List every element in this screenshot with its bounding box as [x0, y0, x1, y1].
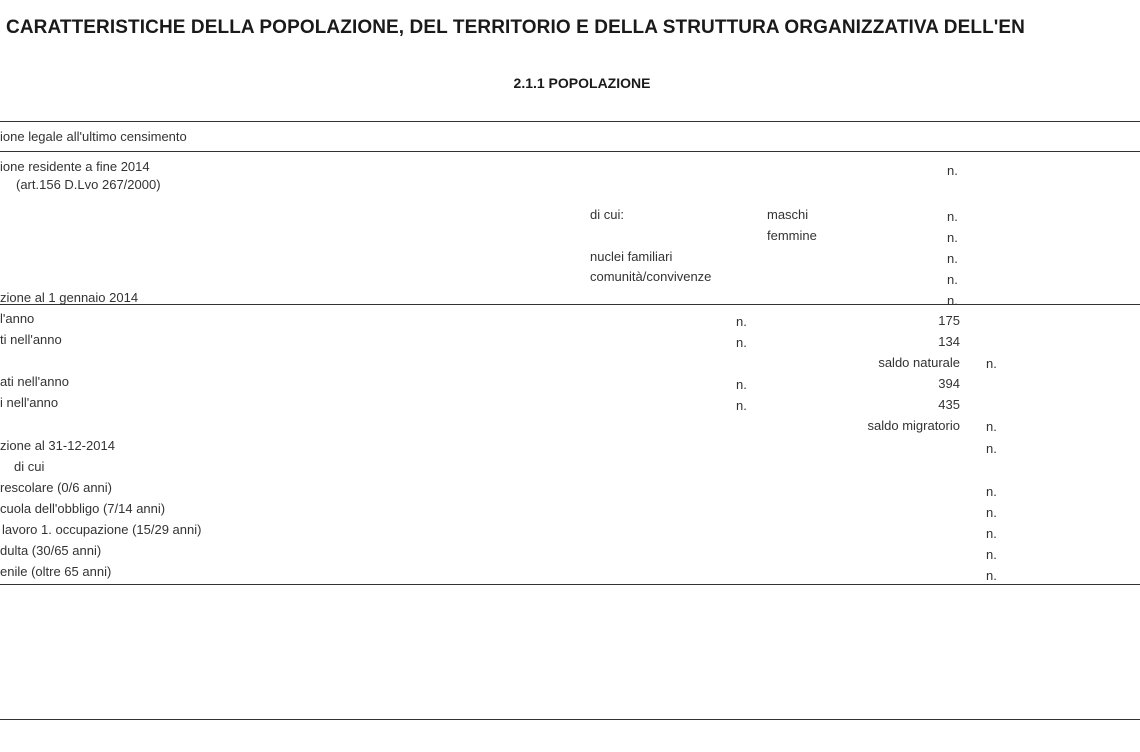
row-unit-gennaio: n. [947, 293, 958, 308]
row-label-dicembre: zione al 31-12-2014 [0, 438, 115, 453]
divider-end [0, 584, 1140, 585]
label-di-cui: di cui: [590, 207, 624, 222]
label-saldo-naturale: saldo naturale [878, 355, 960, 370]
row-unit-dicembre: n. [986, 441, 997, 456]
row-value-nati: 175 [938, 313, 960, 328]
row-value-emigrati: 435 [938, 397, 960, 412]
row-unit-lavoro: n. [986, 526, 997, 541]
row-label-morti: ti nell'anno [0, 332, 62, 347]
divider-residente [0, 304, 1140, 305]
label-saldo-migratorio: saldo migratorio [867, 418, 960, 433]
label-comunita: comunità/convivenze [590, 269, 712, 284]
unit-comunita: n. [947, 272, 958, 287]
row-label-lavoro: lavoro 1. occupazione (15/29 anni) [2, 522, 202, 537]
row-value-immigrati: 394 [938, 376, 960, 391]
document-title: CARATTERISTICHE DELLA POPOLAZIONE, DEL TERRITORIO E DELLA STRUTTURA ORGANIZZATIVA DELL'EN [6, 17, 1025, 38]
row-label-immigrati: ati nell'anno [0, 374, 69, 389]
row-label-prescolare: rescolare (0/6 anni) [0, 480, 112, 495]
row-note-residente: (art.156 D.Lvo 267/2000) [16, 177, 161, 192]
row-label-residente: ione residente a fine 2014 [0, 159, 150, 174]
row-label-obbligo: cuola dell'obbligo (7/14 anni) [0, 501, 166, 516]
row-value-morti: 134 [938, 334, 960, 349]
row-unit-prescolare: n. [986, 484, 997, 499]
row-unit-adulta: n. [986, 547, 997, 562]
unit-saldo-naturale: n. [986, 356, 997, 371]
row-label-emigrati: i nell'anno [0, 395, 59, 410]
label-femmine: femmine [767, 228, 817, 243]
row-unit-morti: n. [736, 335, 747, 350]
divider-legale [0, 151, 1140, 152]
row-unit-nati: n. [736, 314, 747, 329]
row-label-gennaio: zione al 1 gennaio 2014 [0, 290, 139, 305]
row-unit-senile: n. [986, 568, 997, 583]
row-unit-residente: n. [947, 163, 958, 178]
divider-bottom [0, 719, 1140, 720]
divider-top [0, 121, 1140, 122]
label-maschi: maschi [767, 207, 809, 222]
row-label-adulta: dulta (30/65 anni) [0, 543, 102, 558]
row-label-senile: enile (oltre 65 anni) [0, 564, 112, 579]
label-dicembre-di-cui: di cui [14, 459, 45, 474]
unit-maschi: n. [947, 209, 958, 224]
row-label-legale: ione legale all'ultimo censimento [0, 129, 187, 144]
row-label-nati: l'anno [0, 311, 35, 326]
row-unit-immigrati: n. [736, 377, 747, 392]
unit-nuclei: n. [947, 251, 958, 266]
row-unit-emigrati: n. [736, 398, 747, 413]
section-subtitle: 2.1.1 POPOLAZIONE [513, 75, 651, 91]
row-unit-obbligo: n. [986, 505, 997, 520]
label-nuclei: nuclei familiari [590, 249, 673, 264]
unit-femmine: n. [947, 230, 958, 245]
unit-saldo-migratorio: n. [986, 419, 997, 434]
